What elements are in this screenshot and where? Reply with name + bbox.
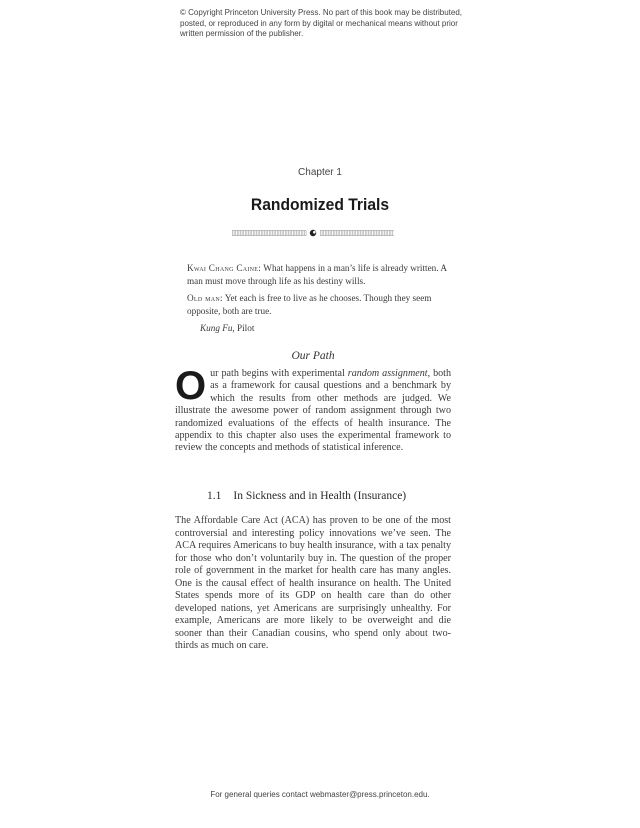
footer-contact: For general queries contact webmaster@press.princeton.edu. bbox=[210, 790, 430, 799]
section-number: 1.1 bbox=[207, 490, 222, 502]
epigraph-source-title: Kung Fu bbox=[200, 323, 233, 333]
chapter-title: Randomized Trials bbox=[250, 195, 390, 214]
epigraph-source bbox=[187, 322, 455, 335]
intro-text-italic: random assignment, bbox=[347, 368, 431, 379]
epigraph-speaker-1: Kwai Chang Caine: bbox=[187, 263, 262, 273]
epigraph-source-rest: , Pilot bbox=[232, 323, 255, 333]
section-heading bbox=[207, 490, 467, 502]
epigraph-text-1: What happens in a man’s life is already written. A man must move through life as his destiny wills. bbox=[187, 263, 447, 286]
epigraph-line-2 bbox=[187, 292, 455, 317]
section-body: The Affordable Care Act (ACA) has proven to be one of the most controversial and interesting policy innovations we’ve seen. The ACA requires Americans to buy health insurance, with a tax penalty for those who don’t voluntarily buy in. The question of the proper role of government in the market for health care has many angles. One is the causal effect of health insurance on health. The United States spends more of its GDP on health care than do other developed nations, yet Americans are surprisingly unhealthy. For example, Americans are more likely to be overweight and die sooner than their Canadian cousins, who spend only about two-thirds as much on care. bbox=[175, 515, 451, 651]
copyright-notice: © Copyright Princeton University Press. No part of this book may be distributed, posted, or reproduced in any form by digital or mechanical means without prior written permission of the publisher. bbox=[180, 8, 463, 38]
chapter-ornament bbox=[232, 229, 394, 237]
chapter-label: Chapter 1 bbox=[298, 167, 342, 178]
intro-heading: Our Path bbox=[291, 350, 335, 362]
intro-text-start: ur path begins with experimental bbox=[210, 368, 348, 379]
intro-paragraph bbox=[175, 364, 452, 455]
epigraph-line-1 bbox=[187, 262, 455, 287]
epigraph-text-2: Yet each is free to live as he chooses. Though they seem opposite, both are true. bbox=[187, 293, 432, 316]
drop-cap: O bbox=[175, 364, 207, 408]
epigraph bbox=[187, 262, 455, 340]
intro-text-end: both as a framework for causal questions and a benchmark by which the results from other methods are judged. We illustrate the awesome power of random assignment through two randomized evaluations of the effects of health insurance. The appendix to this chapter also uses the experimental framework to review the concepts and methods of statistical inference. bbox=[175, 368, 452, 454]
section-title: In Sickness and in Health (Insurance) bbox=[233, 490, 407, 502]
epigraph-speaker-2: Old man: bbox=[187, 293, 223, 303]
